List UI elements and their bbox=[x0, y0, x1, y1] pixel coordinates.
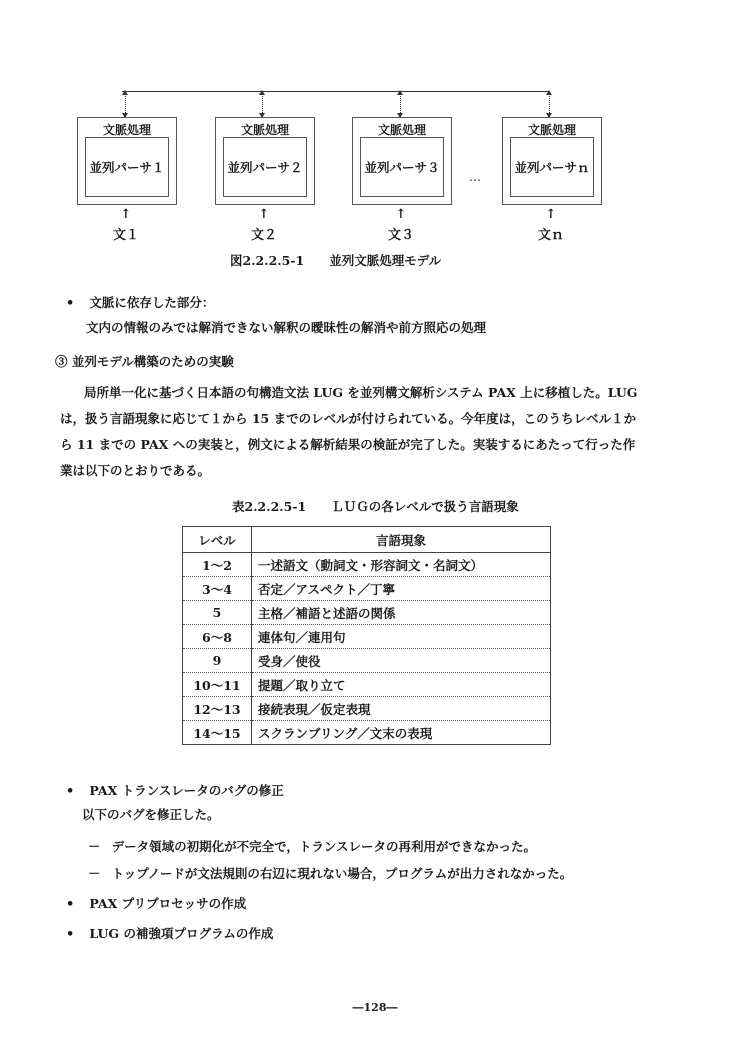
table-row bbox=[183, 721, 551, 745]
parallel-parser-box-n bbox=[510, 137, 594, 197]
up-arrow-icon: ↑ bbox=[258, 207, 270, 222]
up-arrow-icon: ↑ bbox=[395, 207, 407, 222]
bullet-lug-program bbox=[66, 923, 273, 942]
bullet-bugfix bbox=[66, 780, 284, 799]
context-processing-label: 文脈処理 bbox=[377, 123, 426, 137]
dash-icon: － bbox=[88, 839, 101, 854]
bullet-detail: 文内の情報のみでは解消できない解釈の曖昧性の解消や前方照応の処理 bbox=[86, 320, 487, 335]
bugfix-item bbox=[88, 836, 536, 855]
bullet-context-dependent bbox=[66, 292, 214, 311]
page-number: ―128― bbox=[352, 1001, 398, 1014]
bullet-icon: • bbox=[66, 927, 75, 942]
level-cell: 1～2 bbox=[183, 553, 252, 577]
bullet-label: PAX トランスレータのバグの修正 bbox=[89, 783, 284, 798]
context-processing-box-2 bbox=[215, 117, 315, 205]
bullet-label: LUG の補強項プログラムの作成 bbox=[89, 926, 274, 941]
sentence-input-label: 文３ bbox=[387, 228, 414, 243]
bullet-label: PAX プリプロセッサの作成 bbox=[89, 896, 247, 911]
bidirectional-arrow-icon bbox=[400, 91, 401, 117]
dash-icon: － bbox=[88, 866, 101, 881]
table-row bbox=[183, 649, 551, 673]
level-cell: 6～8 bbox=[183, 625, 252, 649]
up-arrow-icon: ↑ bbox=[120, 207, 132, 222]
bugfix-intro: 以下のバグを修正した。 bbox=[82, 807, 220, 822]
sentence-input-label: 文１ bbox=[112, 228, 139, 243]
bidirectional-arrow-icon bbox=[125, 91, 126, 117]
bugfix-item-text: データ領域の初期化が不完全で，トランスレータの再利用ができなかった。 bbox=[111, 839, 536, 854]
level-cell: 14～15 bbox=[183, 721, 252, 745]
context-processing-box-1 bbox=[77, 117, 177, 205]
paragraph-line: 業は以下のとおりである。 bbox=[60, 463, 211, 478]
phenomenon-cell: スクランブリング／文末の表現 bbox=[252, 721, 551, 745]
sentence-input-label: 文２ bbox=[250, 228, 277, 243]
ellipsis: … bbox=[469, 170, 481, 184]
phenomenon-cell: 主格／補語と述語の関係 bbox=[252, 601, 551, 625]
paragraph-line: は，扱う言語現象に応じて１から 15 までのレベルが付けられている。今年度は，このうちレベル１か bbox=[60, 411, 637, 426]
parser-label: 並列パーサｎ bbox=[514, 160, 590, 175]
level-cell: 9 bbox=[183, 649, 252, 673]
phenomenon-cell: 否定／アスペクト／丁寧 bbox=[252, 577, 551, 601]
table-row bbox=[183, 601, 551, 625]
context-processing-label: 文脈処理 bbox=[240, 123, 289, 137]
level-cell: 3～4 bbox=[183, 577, 252, 601]
parallel-parser-box-3 bbox=[360, 137, 444, 197]
table-row bbox=[183, 553, 551, 577]
level-cell: 12～13 bbox=[183, 697, 252, 721]
table-header-row bbox=[183, 527, 551, 553]
bullet-icon: • bbox=[66, 784, 75, 799]
phenomenon-cell: 連体句／連用句 bbox=[252, 625, 551, 649]
bullet-preprocessor bbox=[66, 893, 246, 912]
lug-levels-table bbox=[182, 526, 551, 745]
paragraph-line: 局所単一化に基づく日本語の句構造文法 LUG を並列構文解析システム PAX 上に移植した。LUG bbox=[84, 385, 638, 400]
context-processing-box-n bbox=[502, 117, 602, 205]
parser-label: 並列パーサ３ bbox=[364, 160, 440, 175]
parser-label: 並列パーサ２ bbox=[227, 160, 303, 175]
sentence-input-label: 文ｎ bbox=[537, 228, 564, 243]
bugfix-item bbox=[88, 863, 572, 882]
context-processing-box-3 bbox=[352, 117, 452, 205]
up-arrow-icon: ↑ bbox=[545, 207, 557, 222]
context-processing-label: 文脈処理 bbox=[102, 123, 151, 137]
phenomenon-cell: 一述語文（動詞文・形容詞文・名詞文） bbox=[252, 553, 551, 577]
table-row bbox=[183, 625, 551, 649]
phenomenon-cell: 接続表現／仮定表現 bbox=[252, 697, 551, 721]
figure-caption: 図2.2.2.5-1 並列文脈処理モデル bbox=[230, 253, 442, 268]
bullet-icon: • bbox=[66, 296, 75, 311]
phenomenon-cell: 提題／取り立て bbox=[252, 673, 551, 697]
bullet-label: 文脈に依存した部分： bbox=[89, 295, 215, 310]
table-row bbox=[183, 577, 551, 601]
paragraph-line: ら 11 までの PAX への実装と，例文による解析結果の検証が完了した。実装するにあたって行った作 bbox=[60, 437, 636, 452]
shared-bus-line bbox=[122, 91, 549, 92]
level-cell: 10～11 bbox=[183, 673, 252, 697]
bugfix-item-text: トップノードが文法規則の右辺に現れない場合，プログラムが出力されなかった。 bbox=[111, 866, 573, 881]
header-level: レベル bbox=[183, 527, 252, 553]
bullet-icon: • bbox=[66, 897, 75, 912]
context-processing-label: 文脈処理 bbox=[527, 123, 576, 137]
table-caption: 表2.2.2.5-1 ＬＵＧの各レベルで扱う言語現象 bbox=[232, 499, 519, 514]
level-cell: 5 bbox=[183, 601, 252, 625]
parser-label: 並列パーサ１ bbox=[89, 160, 165, 175]
phenomenon-cell: 受身／使役 bbox=[252, 649, 551, 673]
table-row bbox=[183, 673, 551, 697]
parallel-parser-box-1 bbox=[85, 137, 169, 197]
bidirectional-arrow-icon bbox=[549, 91, 550, 117]
header-phenomenon: 言語現象 bbox=[252, 527, 551, 553]
table-row bbox=[183, 697, 551, 721]
bidirectional-arrow-icon bbox=[262, 91, 263, 117]
section-heading: ③ 並列モデル構築のための実験 bbox=[55, 354, 234, 369]
parallel-parser-box-2 bbox=[223, 137, 307, 197]
